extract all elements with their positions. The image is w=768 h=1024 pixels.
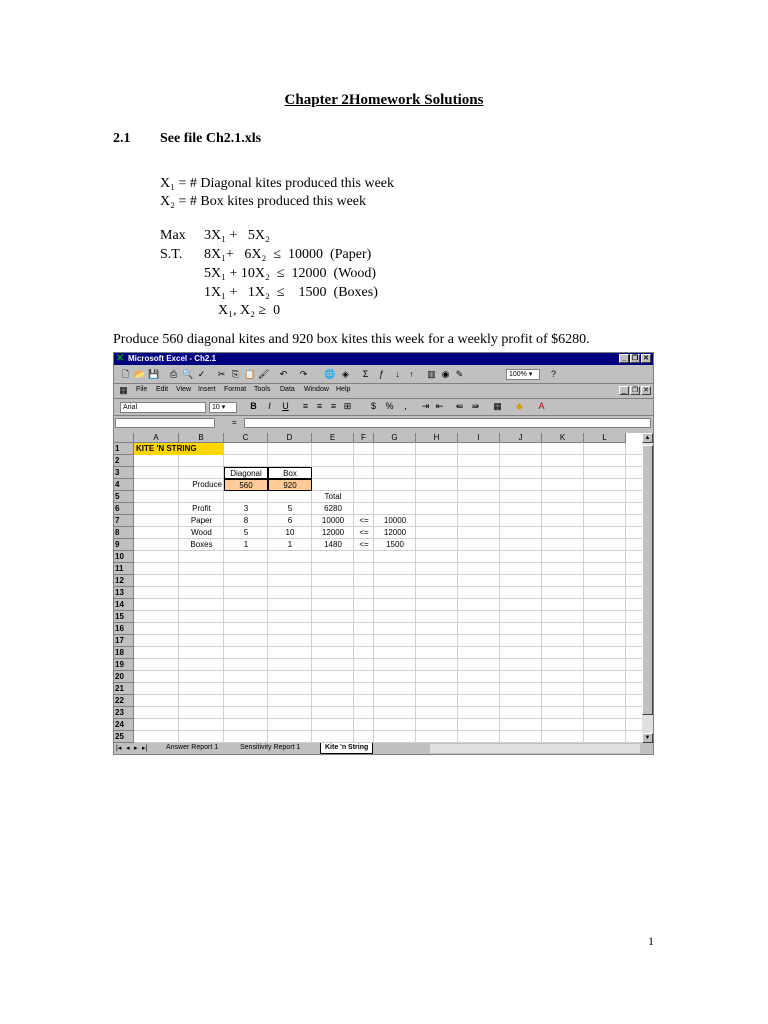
cell-e5[interactable]: Total [324,492,342,501]
cell-c6[interactable]: 3 [243,504,249,513]
subject-to-label: S.T. [160,247,183,262]
decrease-decimal-icon[interactable]: ⇤ [435,401,444,411]
cell-e7[interactable]: 10000 [321,516,345,525]
chart-wizard-icon[interactable]: ▥ [427,369,436,379]
cell-d3[interactable]: Box [268,467,312,479]
map-icon[interactable]: ◉ [441,369,450,379]
row-header[interactable]: 10 [114,551,134,563]
sort-descending-icon[interactable]: ↑ [409,369,414,379]
cell-a1[interactable]: KITE 'N STRING [134,443,224,455]
grid-line [373,443,374,743]
column-header[interactable]: F [354,433,374,443]
cell-g8[interactable]: 12000 [383,528,407,537]
cell-e6[interactable]: 6280 [324,504,342,513]
copy-icon[interactable]: ⎘ [231,369,240,379]
zoom-value: 100% [509,371,527,378]
borders-icon[interactable]: ▦ [493,401,502,411]
grid-line [134,694,642,695]
standard-toolbar [114,367,653,384]
row-header[interactable]: 21 [114,683,134,695]
row-header[interactable]: 25 [114,731,134,743]
grid-line [134,682,642,683]
row-header[interactable]: 20 [114,671,134,683]
grid-line [134,622,642,623]
column-header[interactable]: G [374,433,416,443]
objective-label: Max [160,228,186,243]
drawing-icon[interactable]: ✎ [455,369,464,379]
row-header[interactable]: 12 [114,575,134,587]
merge-center-icon[interactable]: ⊞ [343,401,352,411]
sheet-tab-bar [114,743,653,754]
font-size-value: 10 [212,404,220,411]
grid-line [353,443,354,743]
paste-icon[interactable]: 📋 [244,369,256,379]
open-folder-icon[interactable]: 📂 [134,369,146,379]
tab-first-icon[interactable]: |◂ [116,745,122,752]
column-header[interactable]: E [312,433,354,443]
grid-line [415,443,416,743]
cell-d8[interactable]: 10 [285,528,295,537]
cell-e8[interactable]: 12000 [321,528,345,537]
column-header[interactable]: A [134,433,179,443]
grid-line [625,443,626,743]
row-header[interactable]: 8 [114,527,134,539]
grid-line [499,443,500,743]
row-header[interactable]: 6 [114,503,134,515]
workbook-close-icon[interactable]: ✕ [641,386,651,395]
cell-g7[interactable]: 10000 [383,516,407,525]
grid-line [134,658,642,659]
row-header[interactable]: 15 [114,611,134,623]
excel-window-title: Microsoft Excel - Ch2.1 [128,354,217,363]
grid-line [134,586,642,587]
workbook-restore-icon[interactable]: ❐ [631,387,639,394]
row-header[interactable]: 3 [114,467,134,479]
cell-f7[interactable]: <= [359,516,369,525]
format-painter-icon[interactable]: 🖌 [258,369,270,379]
column-header[interactable]: C [224,433,268,443]
currency-icon[interactable]: $ [370,401,376,411]
grid-line [134,610,642,611]
section-number: 2.1 [113,131,131,146]
definition-x2: X₂ = # Box kites produced this week [160,194,367,209]
tab-kite-n-string[interactable]: Kite 'n String [320,743,373,754]
web-toolbar-icon[interactable]: ◈ [342,369,349,379]
row-header[interactable]: 18 [114,647,134,659]
cell-c3[interactable]: Diagonal [224,467,268,479]
sort-ascending-icon[interactable]: ↓ [395,369,400,379]
font-name-select[interactable] [120,402,206,413]
column-header[interactable]: H [416,433,458,443]
page-number: 1 [648,934,654,948]
bold-icon[interactable]: B [250,401,257,411]
tab-answer-report[interactable]: Answer Report 1 [166,744,219,751]
cell-d9[interactable]: 1 [287,540,293,549]
cell-b6[interactable]: Profit [192,504,211,513]
cell-d7[interactable]: 6 [287,516,293,525]
menu-help[interactable]: Help [336,386,351,393]
constraint-paper: 8X₁+ 6X₂ ≤ 10000 (Paper) [204,247,372,262]
constraint-nonnegativity: X₁, X₂ ≥ 0 [204,303,281,318]
save-icon[interactable]: 💾 [148,369,160,379]
tab-sensitivity-report[interactable]: Sensitivity Report 1 [240,744,301,751]
horizontal-scrollbar[interactable] [430,744,640,753]
column-header[interactable]: K [542,433,584,443]
constraint-boxes: 1X₁ + 1X₂ ≤ 1500 (Boxes) [204,285,378,300]
row-header[interactable]: 14 [114,599,134,611]
solution-summary: Produce 560 diagonal kites and 920 box kites this week for a weekly profit of $6280. [113,332,590,347]
row-header[interactable]: 22 [114,695,134,707]
tab-next-icon[interactable]: ▸ [134,745,138,752]
menu-insert[interactable]: Insert [198,386,216,393]
row-header[interactable]: 7 [114,515,134,527]
section-heading: See file Ch2.1.xls [160,131,262,146]
cut-icon[interactable]: ✂ [217,369,226,379]
row-header[interactable]: 19 [114,659,134,671]
column-header[interactable]: J [500,433,542,443]
print-icon[interactable]: ⎙ [169,369,178,379]
cell-c7[interactable]: 8 [243,516,249,525]
scroll-down-icon[interactable]: ▼ [642,733,653,743]
hyperlink-icon[interactable]: 🌐 [324,369,336,379]
excel-app-icon: ✕ [116,353,125,364]
cell-b8[interactable]: Wood [191,528,212,537]
percent-icon[interactable]: % [385,401,394,411]
formula-equals: = [232,418,237,427]
document-title: Chapter 2Homework Solutions [284,92,484,108]
column-header[interactable]: B [179,433,224,443]
font-color-icon[interactable]: A [538,401,545,411]
row-header[interactable]: 16 [114,623,134,635]
office-assistant-icon[interactable]: ? [550,369,556,379]
grid-line [134,670,642,671]
grid-line [134,562,642,563]
redo-icon[interactable]: ↷ [299,369,308,379]
undo-icon[interactable]: ↶ [279,369,288,379]
cell-b4[interactable]: Produce [192,480,222,489]
row-header[interactable]: 17 [114,635,134,647]
row-header[interactable]: 9 [114,539,134,551]
grid-line [134,598,642,599]
formula-bar [114,416,653,430]
row-header[interactable]: 24 [114,719,134,731]
excel-window [113,352,654,755]
cell-d4[interactable]: 920 [268,479,312,491]
column-header[interactable]: L [584,433,626,443]
align-right-icon[interactable]: ≡ [330,401,337,411]
tab-prev-icon[interactable]: ◂ [126,745,130,752]
row-header[interactable]: 13 [114,587,134,599]
comma-icon[interactable]: , [404,401,407,411]
row-header[interactable]: 5 [114,491,134,503]
grid-line [457,443,458,743]
spelling-icon[interactable]: ✓ [197,369,206,379]
cell-c9[interactable]: 1 [243,540,249,549]
cell-c4[interactable]: 560 [224,479,268,491]
increase-indent-icon[interactable]: ⇛ [471,401,480,411]
name-box[interactable] [115,418,215,428]
align-left-icon[interactable]: ≡ [302,401,309,411]
objective-function: 3X₁ + 5X₂ [204,228,270,243]
column-header[interactable]: D [268,433,312,443]
row-header[interactable]: 4 [114,479,134,491]
formula-input[interactable] [244,418,651,428]
font-size-select[interactable]: 10 ▾ [209,402,237,413]
row-header[interactable]: 2 [114,455,134,467]
menu-window[interactable]: Window [304,386,329,393]
grid-line [134,466,642,467]
excel-title-bar[interactable] [114,353,653,365]
fill-color-icon[interactable]: ◆ [516,401,523,411]
decrease-indent-icon[interactable]: ⇚ [455,401,464,411]
workbook-minimize-icon[interactable]: _ [619,386,629,395]
menu-format[interactable]: Format [224,386,247,393]
spreadsheet-grid [114,433,642,743]
menu-edit[interactable]: Edit [156,386,169,393]
menu-file[interactable]: File [136,386,148,393]
constraint-wood: 5X₁ + 10X₂ ≤ 12000 (Wood) [204,266,376,281]
restore-icon[interactable]: ❐ [631,355,639,362]
cell-d6[interactable]: 5 [287,504,293,513]
italic-icon[interactable]: I [268,401,271,411]
column-header[interactable]: I [458,433,500,443]
print-preview-icon[interactable]: 🔍 [182,369,194,379]
grid-line [134,646,642,647]
scroll-thumb[interactable] [642,445,653,715]
grid-line [583,443,584,743]
grid-line [134,706,642,707]
vertical-scrollbar[interactable] [642,433,653,743]
cell-e9[interactable]: 1480 [324,540,342,549]
row-header[interactable]: 23 [114,707,134,719]
autosum-icon[interactable]: Σ [362,369,369,379]
select-all-corner[interactable] [114,433,134,443]
close-icon[interactable]: ✕ [641,354,651,363]
cell-g9[interactable]: 1500 [386,540,404,549]
menu-view[interactable]: View [176,386,192,393]
font-name-value: Arial [123,404,138,411]
grid-line [134,634,642,635]
minimize-icon[interactable]: _ [619,354,629,363]
row-header[interactable]: 11 [114,563,134,575]
cell-b9[interactable]: Boxes [190,540,213,549]
align-center-icon[interactable]: ≡ [316,401,323,411]
grid-line [134,730,642,731]
menu-data[interactable]: Data [280,386,295,393]
new-file-icon[interactable]: 🗋 [121,369,130,379]
grid-line [541,443,542,743]
workbook-icon[interactable]: ▦ [119,385,128,395]
scroll-up-icon[interactable]: ▲ [642,433,653,443]
increase-decimal-icon[interactable]: ⇥ [421,401,430,411]
cell-c8[interactable]: 5 [243,528,249,537]
cell-b7[interactable]: Paper [190,516,213,525]
definition-x1: X₁ = # Diagonal kites produced this week [160,176,395,191]
grid-line [134,718,642,719]
underline-icon[interactable]: U [282,401,289,411]
cell-f8[interactable]: <= [359,528,369,537]
menu-tools[interactable]: Tools [254,386,271,393]
cell-f9[interactable]: <= [359,540,369,549]
paste-function-icon[interactable]: ƒ [378,369,384,379]
grid-line [134,574,642,575]
formatting-toolbar [114,399,653,416]
row-header[interactable]: 1 [114,443,134,455]
zoom-select[interactable]: 100% ▾ [506,369,540,380]
tab-last-icon[interactable]: ▸| [142,745,148,752]
menu-bar [114,384,653,399]
